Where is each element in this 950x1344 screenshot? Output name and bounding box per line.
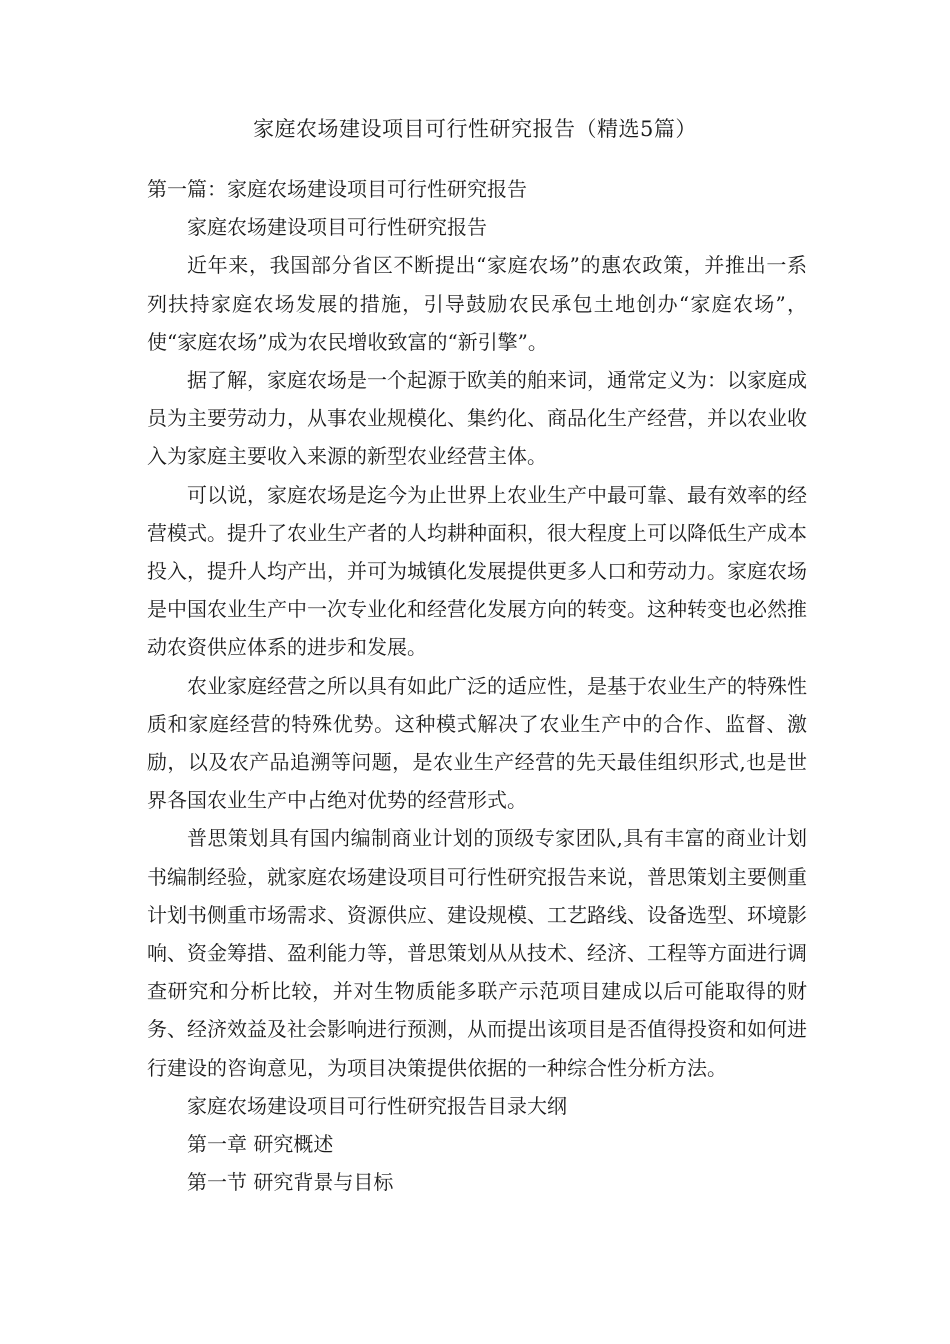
section-heading-1-1: 第一节 研究背景与目标 — [187, 1170, 394, 1195]
paragraph-5: 普思策划具有国内编制商业计划的顶级专家团队,具有丰富的商业计划书编制经验，就家庭农场建设项目可行性研究报告来说，普思策划主要侧重计划书侧重市场需求、资源供应、建设规模、工艺路线、设备选型、环境影响、资金筹措、盈利能力等，普思策划从从技术、经济、工程等方面进行调查研究和分析比较，并对生物质能多联产示范项目建成以后可能取得的财务、经济效益及社会影响进行预测，从而提出该项目是否值得投资和如何进行建设的咨询意见，为项目决策提供依据的一种综合性分析方法。 — [147, 826, 807, 1080]
document-body — [147, 170, 807, 1201]
section-heading: 第一篇：家庭农场建设项目可行性研究报告 — [147, 177, 527, 201]
paragraph-1: 近年来，我国部分省区不断提出“家庭农场”的惠农政策，并推出一系列扶持家庭农场发展的措施，引导鼓励农民承包土地创办“家庭农场”，使“家庭农场”成为农民增收致富的“新引擎”。 — [147, 253, 807, 354]
toc-heading: 家庭农场建设项目可行性研究报告目录大纲 — [187, 1093, 567, 1118]
chapter-heading: 第一章 研究概述 — [187, 1132, 334, 1157]
paragraph-2: 据了解，家庭农场是一个起源于欧美的舶来词，通常定义为：以家庭成员为主要劳动力，从事农业规模化、集约化、商品化生产经营，并以农业收入为家庭主要收入来源的新型农业经营主体。 — [147, 368, 807, 469]
paragraph-4: 农业家庭经营之所以具有如此广泛的适应性，是基于农业生产的特殊性质和家庭经营的特殊优势。这种模式解决了农业生产中的合作、监督、激励，以及农产品追溯等问题，是农业生产经营的先天最佳组织形式,也是世界各国农业生产中占绝对优势的经营形式。 — [147, 673, 807, 813]
document-title: 家庭农场建设项目可行性研究报告（精选5篇） — [253, 117, 697, 141]
paragraph-3: 可以说，家庭农场是迄今为止世界上农业生产中最可靠、最有效率的经营模式。提升了农业生产者的人均耕种面积，很大程度上可以降低生产成本投入，提升人均产出，并可为城镇化发展提供更多人口和劳动力。家庭农场是中国农业生产中一次专业化和经营化发展方向的转变。这种转变也必然推动农资供应体系的进步和发展。 — [147, 482, 807, 660]
report-subtitle: 家庭农场建设项目可行性研究报告 — [187, 215, 487, 240]
